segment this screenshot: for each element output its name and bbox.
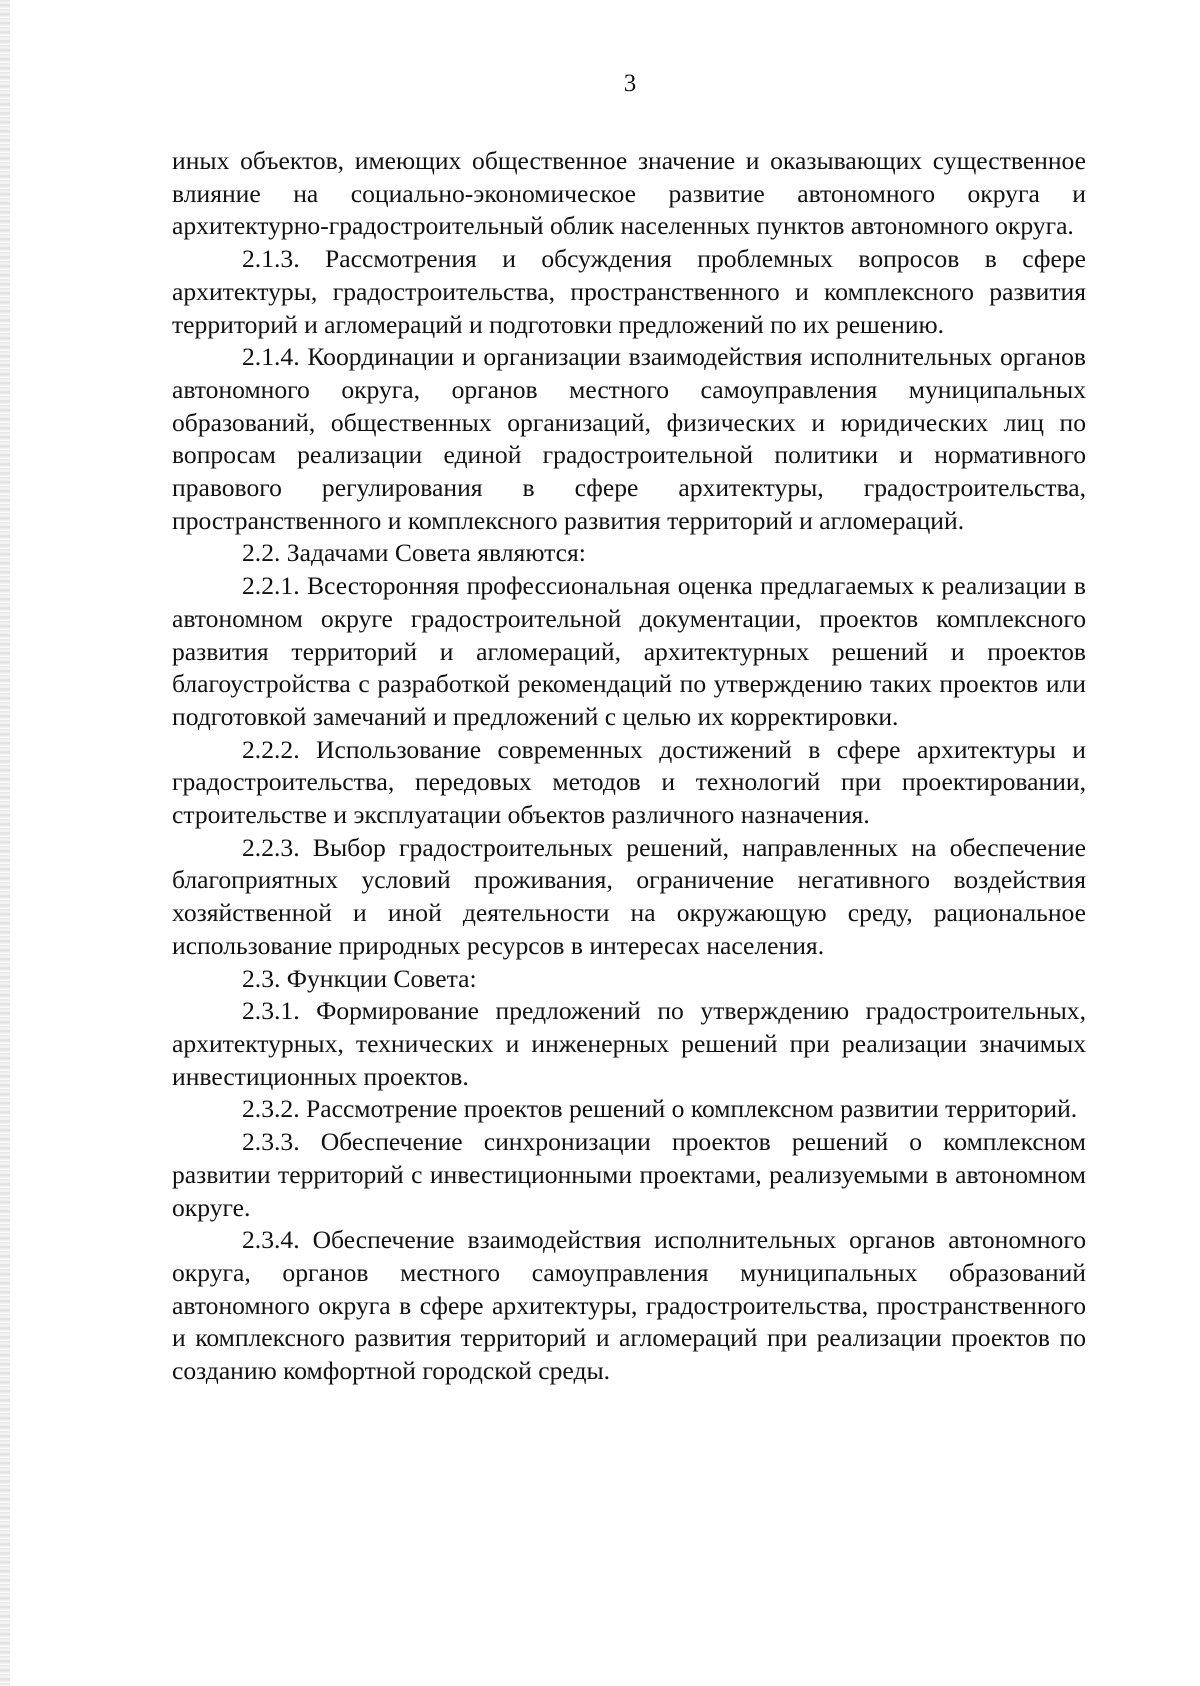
paragraph-2-1-3: 2.1.3. Рассмотрения и обсуждения проблемных вопросов в сфере архитектуры, градостроительства, пространственного и комплексного развития территорий и агломераций и подготовки предложений по их решению. — [172, 244, 1086, 339]
scan-edge-artifact — [0, 0, 10, 1686]
paragraph-2-3-2: 2.3.2. Рассмотрение проектов решений о комплексном развитии территорий. — [242, 1094, 1078, 1124]
paragraph-2-3-1: 2.3.1. Формирование предложений по утверждению градостроительных, архитектурных, технических и инженерных решений при реализации значимых инвестиционных проектов. — [172, 996, 1086, 1091]
paragraph-2-1-4: 2.1.4. Координации и организации взаимодействия исполнительных органов автономного округа, органов местного самоуправления муниципальных образований, общественных организаций, физических и юридических лиц по вопросам реализации единой градостроительной политики и нормативного правового регулирования в сфере архитектуры, градостроительства, пространственного и комплексного развития территорий и агломераций. — [172, 342, 1086, 535]
paragraph-2-2: 2.2. Задачами Совета являются: — [242, 538, 586, 568]
page-number: 3 — [623, 70, 637, 97]
paragraph-2-2-1: 2.2.1. Всесторонняя профессиональная оценка предлагаемых к реализации в автономном округе градостроительной документации, проектов комплексного развития территорий и агломераций, архитектурных решений и проектов благоустройства с разработкой рекомендаций по утверждению таких проектов или подготовкой замечаний и предложений с целью их корректировки. — [172, 571, 1086, 731]
paragraph-2-2-2: 2.2.2. Использование современных достижений в сфере архитектуры и градостроительства, передовых методов и технологий при проектировании, строительстве и эксплуатации объектов различного назначения. — [172, 734, 1086, 830]
paragraph-2-3-4: 2.3.4. Обеспечение взаимодействия исполнительных органов автономного округа, органов местного самоуправления муниципальных образований автономного округа в сфере архитектуры, градостроительства, пространственного и комплексного развития территорий и агломераций при реализации проектов по созданию комфортной городской среды. — [172, 1225, 1086, 1386]
paragraph-2-3-3: 2.3.3. Обеспечение синхронизации проектов решений о комплексном развитии территорий с инвестиционными проектами, реализуемыми в автономном округе. — [172, 1127, 1086, 1222]
document-body — [172, 145, 1086, 1388]
paragraph-2-3: 2.3. Функции Совета: — [242, 963, 477, 993]
paragraph-continuation: иных объектов, имеющих общественное значение и оказывающих существенное влияние на социально-экономическое развитие автономного округа и архитектурно-градостроительный облик населенных пунктов автономного округа. — [172, 146, 1086, 241]
paragraph-2-2-3: 2.2.3. Выбор градостроительных решений, направленных на обеспечение благоприятных условий проживания, ограничение негативного воздействия хозяйственной и иной деятельности на окружающую среду, рациональное использование природных ресурсов в интересах населения. — [172, 832, 1086, 960]
